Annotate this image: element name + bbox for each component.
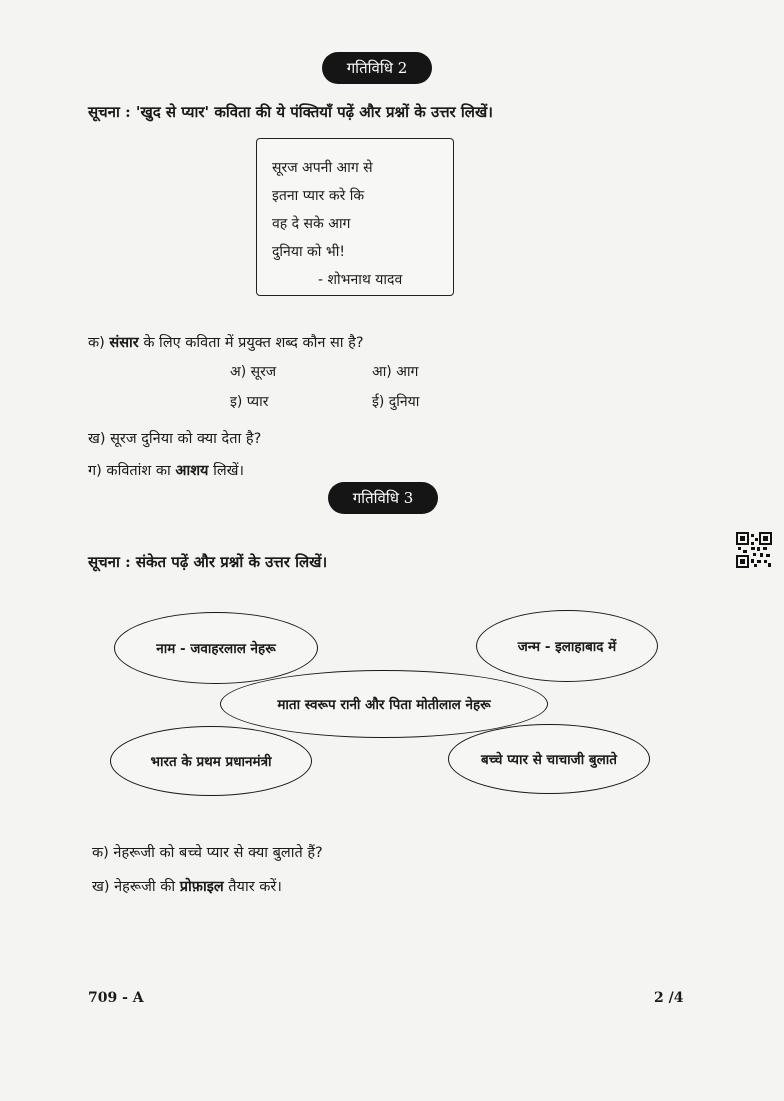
clue-oval-prime-minister: भारत के प्रथम प्रधानमंत्री: [110, 726, 312, 796]
option-ii: ई) दुनिया: [372, 394, 420, 410]
activity-3-question-a: क) नेहरूजी को बच्चे प्यार से क्या बुलाते हैं?: [92, 845, 323, 861]
notice-label: सूचना :: [88, 103, 131, 121]
qr-code-icon: [736, 532, 772, 568]
notice-text: संकेत पढ़ें और प्रश्नों के उत्तर लिखें।: [135, 553, 328, 571]
poem-line: दुनिया को भी!: [272, 244, 345, 260]
option-aa: आ) आग: [372, 364, 419, 380]
paper-code: 709 - A: [88, 990, 144, 1006]
option-i: इ) प्यार: [230, 394, 269, 410]
clue-oval-chachaji: बच्चे प्यार से चाचाजी बुलाते: [448, 724, 650, 794]
poem-line: वह दे सके आग: [272, 216, 351, 232]
activity-2-notice: [88, 102, 728, 122]
bold-keyword: संसार: [109, 335, 139, 351]
activity-2-heading: गतिविधि 2: [322, 52, 432, 84]
bold-keyword: प्रोफ़ाइल: [179, 879, 224, 895]
activity-3-heading: गतिविधि 3: [328, 482, 438, 514]
question-a: क) संसार के लिए कविता में प्रयुक्त शब्द कौन सा है?: [88, 335, 364, 351]
poem-line: सूरज अपनी आग से: [272, 160, 373, 176]
activity-3-question-b: ख) नेहरूजी की प्रोफ़ाइल तैयार करें।: [92, 879, 282, 895]
option-a: अ) सूरज: [230, 364, 277, 380]
poem-author: - शोभनाथ यादव: [318, 272, 403, 288]
question-b: ख) सूरज दुनिया को क्या देता है?: [88, 431, 262, 447]
clue-oval-birth: जन्म - इलाहाबाद में: [476, 610, 658, 682]
activity-3-notice: [88, 552, 327, 572]
question-c: ग) कवितांश का आशय लिखें।: [88, 463, 245, 479]
clue-oval-name: नाम - जवाहरलाल नेहरू: [114, 612, 318, 684]
page-number: 2 /4: [654, 990, 684, 1006]
bold-keyword: आशय: [175, 463, 209, 479]
notice-text: 'खुद से प्यार' कविता की ये पंक्तियाँ पढ़ें और प्रश्नों के उत्तर लिखें।: [135, 103, 493, 121]
clue-oval-parents: माता स्वरूप रानी और पिता मोतीलाल नेहरू: [220, 670, 548, 738]
poem-line: इतना प्यार करे कि: [272, 188, 365, 204]
notice-label: सूचना :: [88, 553, 131, 571]
